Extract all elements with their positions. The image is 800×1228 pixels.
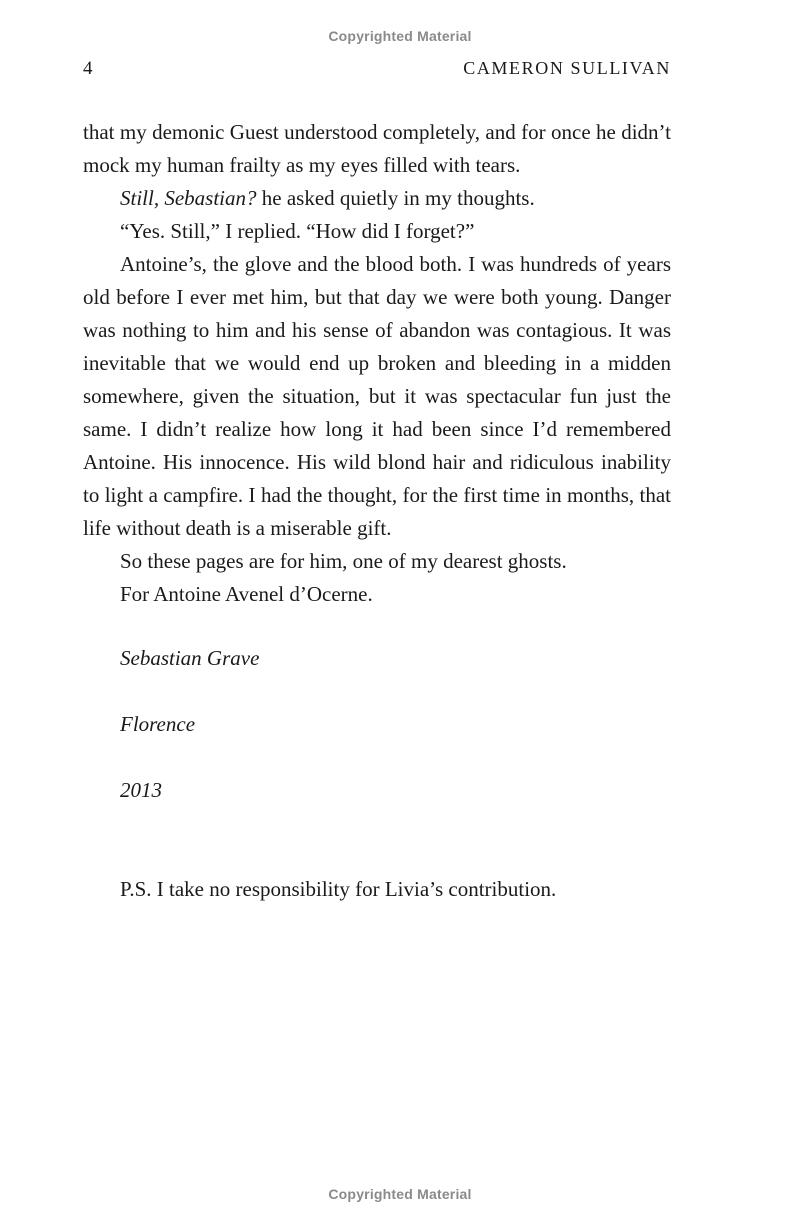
paragraph-for-antoine: For Antoine Avenel d’Ocerne. xyxy=(120,582,373,606)
signoff-year: 2013 xyxy=(120,778,162,802)
copyright-watermark-bottom: Copyrighted Material xyxy=(328,1186,472,1202)
running-header xyxy=(83,58,671,80)
page-number: 4 xyxy=(83,58,93,79)
body-text xyxy=(83,116,671,611)
author-name: CAMERON SULLIVAN xyxy=(463,58,671,78)
paragraph-continuation: that my demonic Guest understood completely, and for once he didn’t mock my human frailty as my eyes filled with tears. xyxy=(83,120,671,177)
copyright-watermark-top: Copyrighted Material xyxy=(328,28,472,44)
italic-thought: Still, Sebastian? xyxy=(120,186,257,210)
signoff-place: Florence xyxy=(120,712,196,736)
paragraph-dialogue: “Yes. Still,” I replied. “How did I forget?” xyxy=(120,219,475,243)
paragraph-dedication: So these pages are for him, one of my dearest ghosts. xyxy=(120,549,567,573)
paragraph-antoine: Antoine’s, the glove and the blood both. I was hundreds of years old before I ever met him, but that day we were both young. Danger was nothing to him and his sense of abandon was contagious. It was inevitable that we would end up broken and bleeding in a midden somewhere, given the situation, but it was spectacular fun just the same. I didn’t realize how long it had been since I’d remembered Antoine. His innocence. His wild blond hair and ridiculous inability to light a campfire. I had the thought, for the first time in months, that life without death is a miserable gift. xyxy=(83,252,671,540)
postscript: P.S. I take no responsibility for Livia’s contribution. xyxy=(120,877,557,901)
paragraph-still-sebastian xyxy=(83,182,671,215)
signoff-name: Sebastian Grave xyxy=(120,646,260,670)
paragraph-text: he asked quietly in my thoughts. xyxy=(256,186,535,210)
